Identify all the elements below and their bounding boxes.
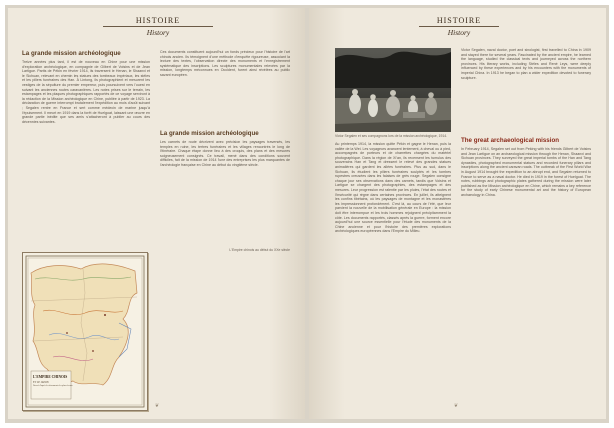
historical-photo (335, 48, 451, 132)
right-col2-text-bottom: In February 1914, Segalen set out from Peking with his friends Gilbert de Voisins and Jean Lartigue on an archaeological mission through the Henan, Shaanxi and Sichuan provinces. They surveyed the great imperial tombs of the Han and Tang dynasties, photographed monumental statues and recorded funerary pillars and inscriptions along the ancient caravan roads. The outbreak of the First World War in August 1914 brought the expedition to an abrupt end, and Segalen returned to France to serve as a naval doctor. He died in 1919 in the forest of Huelgoat. The notes, rubbings and photographic plates gathered during the mission were later published as the Mission archéologique en Chine, which remains a key reference for the study of early Chinese monumental art and the history of European archaeology in China. (461, 147, 591, 197)
header-subtitle: History (447, 28, 471, 37)
photo-caption: Victor Segalen et ses compagnons lors de la mission archéologique, 1914. (335, 134, 448, 138)
left-page-header (103, 16, 213, 37)
left-col2-title: La grande mission archéologique (160, 130, 259, 137)
page-ornament-right: ❦ (453, 404, 459, 409)
map-caption: L'Empire chinois au début du XXe siècle (229, 248, 290, 252)
right-page-header (419, 16, 499, 37)
header-rule (103, 26, 213, 27)
right-col2-text-top: Victor Segalen, naval doctor, poet and sinologist, first travelled to China in 1909 and stayed there for several years. Fascinated by the ancient empire, he learned the language, studied the classical texts and journeyed across the northern provinces. His literary works, including Stèles and René Leys, were deeply influenced by these experiences and by his encounters with the monuments of imperial China. In 1913 he began to plan a wider expedition devoted to funerary sculpture. (461, 48, 591, 80)
book-spread (5, 5, 609, 423)
photo-image (335, 48, 451, 132)
right-col2-title: The great archaeological mission (461, 137, 559, 144)
left-col2-text-top: Ces documents constituent aujourd'hui un fonds précieux pour l'histoire de l'art chinois ancien. Ils témoignent d'une méthode d'enquête rigoureuse, associant la lecture des textes, l'observation directe des monuments et l'enregistrement systématique des inscriptions. Les sculptures monumentales relevées par la mission, longtemps méconnues en Occident, furent ainsi révélées au public savant européen. (160, 50, 290, 77)
header-title: HISTOIRE (436, 16, 482, 25)
map-of-china (22, 252, 148, 411)
map-title: L'EMPIRE CHINOIS (33, 375, 68, 379)
left-page (8, 8, 305, 419)
left-col1-title: La grande mission archéologique (22, 50, 121, 57)
right-col1-text: Au printemps 1914, la mission quitte Pékin et gagne le Henan, puis la vallée de la Wei. Les voyageurs avancent lentement, à cheval ou à pied, accompagnés de porteurs et de charrettes chargées du matériel photographique. Dans la région de Xi'an, ils recensent les tumulus des souverains Han et Tang et dressent le relevé des grandes statues animalières qui gardent les allées funéraires. Plus au sud, dans le Sichuan, ils étudient les piliers funéraires sculptés et les tombes rupestres creusées dans les falaises de grès rouge. Segalen consigne chaque jour ses observations dans des carnets, tandis que Voisins et Lartigue se chargent des photographies, des estampages et des mesures. Leur progression est ralentie par les pluies, l'état des routes et l'insécurité qui règne dans certaines provinces. En juillet, ils atteignent les confins tibétains, où les paysages de montagne et les monastères les impressionnent profondément. C'est là, au cours de l'été, que leur parvient la nouvelle de la mobilisation générale en Europe : la mission doit être interrompue et les trois hommes rejoignent précipitamment la côte. Les documents rapportés, classés après la guerre, forment encore aujourd'hui une source essentielle pour l'étude des monuments de la Chine ancienne et pour l'histoire des premières explorations archéologiques européennes dans l'Empire du Milieu. (335, 142, 451, 234)
header-subtitle: History (146, 28, 170, 37)
header-rule (419, 26, 499, 27)
map-subtitle-1: ET LE JAPON (33, 381, 49, 384)
map-subtitle-2: Dressé d'après les documents les plus récents (33, 385, 73, 387)
left-col2-text-bottom: Les carnets de route décrivent avec précision les paysages traversés, les temples en ruine, les tertres funéraires et les villages rencontrés le long de l'itinéraire. Chaque étape donne lieu à des croquis, des plans et des mesures soigneusement consignés. Ce travail, mené dans des conditions souvent difficiles, fait de la mission de 1914 l'une des entreprises les plus marquantes de l'archéologie française en Chine au début du vingtième siècle. (160, 140, 290, 167)
right-page (309, 8, 606, 419)
header-title: HISTOIRE (135, 16, 181, 25)
page-ornament-left: ❦ (154, 404, 160, 409)
left-col1-text: Treize années plus tard, il est de nouveau en Chine pour une mission d'exploration archéologique, en compagnie de Gilbert de Voisins et de Jean Lartigue. Partis de Pékin en février 1914, ils traversent le Henan, le Shaanxi et le Sichuan, relevant en chemin les statues des tombeaux impériaux, les stèles et les piliers funéraires des Han. À Lintong, ils photographient et mesurent les vestiges de la sépulture du premier empereur, puis poursuivent vers l'ouest en suivant les anciennes routes caravanières. Les notes prises sur le terrain, les estampages et les plaques photographiques rapportés de ce voyage serviront à la rédaction de la Mission archéologique en Chine, publiée à partir de 1923. La déclaration de guerre interrompt brutalement l'expédition au mois d'août suivant ; Segalen rentre en France et sert comme médecin de marine jusqu'à l'épuisement. Il meurt en 1919 dans la forêt de Huelgoat, laissant une œuvre en grande partie inédite que ses amis s'attacheront à publier au cours des décennies suivantes. (22, 60, 150, 124)
